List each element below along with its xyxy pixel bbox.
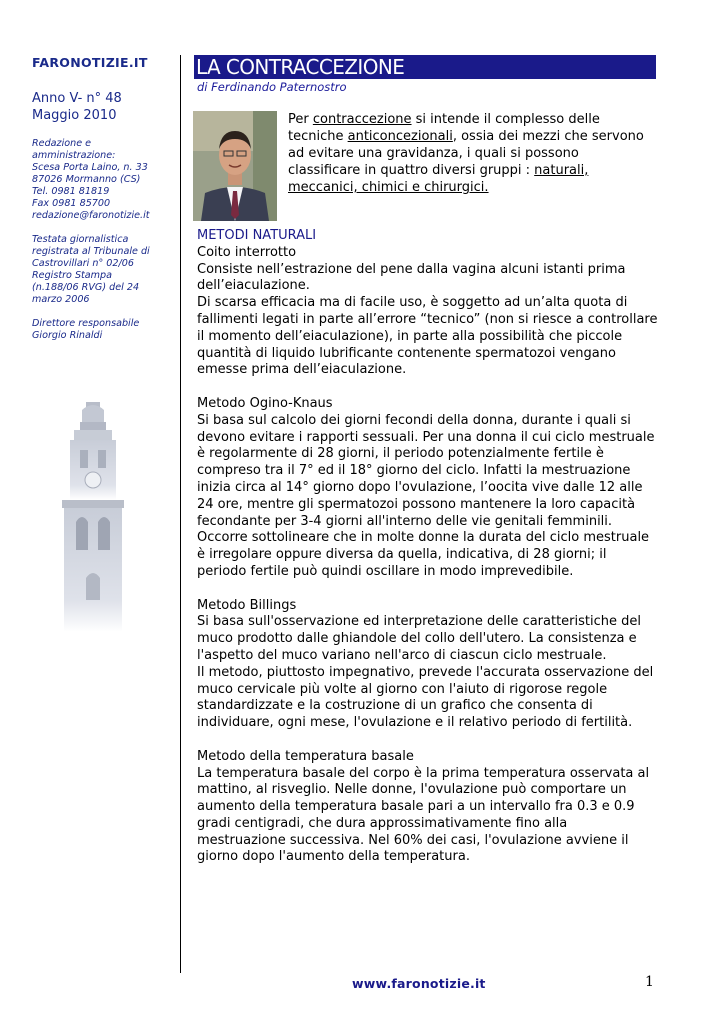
footer-website-link[interactable]: www.faronotizie.it <box>352 976 486 991</box>
subsection-coito-interrotto <box>197 245 659 379</box>
meta-line: Fax 0981 85700 <box>32 198 111 209</box>
meta-line: marzo 2006 <box>32 294 90 305</box>
article-title: LA CONTRACCEZIONE <box>194 55 656 79</box>
subsection-temperatura-basale <box>197 749 659 867</box>
section-heading: METODI NATURALI <box>197 228 317 243</box>
meta-line: Registro Stampa <box>32 270 112 281</box>
masthead-brand: FARONOTIZIE.IT <box>32 55 148 70</box>
subsection-ogino-knaus <box>197 396 659 581</box>
meta-line: Scesa Porta Laino, n. 33 <box>32 162 148 173</box>
article-intro <box>288 111 648 196</box>
meta-line: registrata al Tribunale di <box>32 246 150 257</box>
meta-line: Giorgio Rinaldi <box>32 330 103 341</box>
paragraph: Consiste nell’estrazione del pene dalla vagina alcuni istanti prima dell’eiaculazione. <box>197 261 626 294</box>
subsection-title: Metodo Ogino-Knaus <box>197 395 333 411</box>
meta-line: Tel. 0981 81819 <box>32 186 110 197</box>
intro-text: , ossia dei mezzi che servono ad evitare una gravidanza, i quali si possono classificare in quattro diversi gruppi : <box>288 129 644 178</box>
subsection-title: Metodo della temperatura basale <box>197 748 414 764</box>
meta-line: Castrovillari n° 02/06 <box>32 258 134 269</box>
subsection-billings <box>197 598 659 732</box>
paragraph: Il metodo, piuttosto impegnativo, prevede l'accurata osservazione del muco cervicale più volte al giorno con l'aiuto di rigorose regole standardizzate e la costruzione di un grafico che consenta di individuare, ogni mese, l'ovulazione e il relativo periodo di fertilità. <box>197 664 654 731</box>
issue-date: Maggio 2010 <box>32 108 117 123</box>
subsection-title: Coito interrotto <box>197 244 297 260</box>
meta-line: Direttore responsabile <box>32 318 140 329</box>
intro-text: si intende il complesso delle tecniche <box>288 112 600 144</box>
sidebar <box>32 55 172 342</box>
meta-line: redazione@faronotizie.it <box>32 210 150 221</box>
meta-line: (n.188/06 RVG) del 24 <box>32 282 140 293</box>
meta-line: 87026 Mormanno (CS) <box>32 174 141 185</box>
paragraph: Occorre sottolineare che in molte donne la durata del ciclo mestruale è irregolare oppure diversa da quella, indicativa, di 28 giorni; il periodo fertile può quindi oscillare in modo imprevedibile. <box>197 530 650 579</box>
meta-line: Redazione e <box>32 138 92 149</box>
meta-line: Testata giornalistica <box>32 234 129 245</box>
lighthouse-illustration <box>52 400 137 632</box>
subsection-title: Metodo Billings <box>197 597 297 613</box>
paragraph: Si basa sul calcolo dei giorni fecondi della donna, durante i quali si devono evitare i rapporti sessuali. Per una donna il cui ciclo mestruale è regolarmente di 28 giorni, il periodo potenzialmente fertile è compreso tra il 7° ed il 18° giorno del ciclo. Infatti la mestruazione inizia circa al 14° giorno dopo l'ovulazione, l’oocita vive dalle 12 alle 24 ore, mentre gli spermatozoi possono mantenere la loro capacità fecondante per 3-4 giorni all'interno delle vie genitali femminili. <box>197 412 655 529</box>
paragraph: La temperatura basale del corpo è la prima temperatura osservata al mattino, al risveglio. Nelle donne, l'ovulazione può comportare un aumento della temperatura basale pari a un intervallo fra 0.3 e 0.9 gradi centigradi, che dura approssimativamente fino alla mestruazione successiva. Nel 60% dei casi, l'ovulazione avviene il giorno dopo l'aumento della temperatura. <box>197 765 650 865</box>
intro-text: Per <box>288 112 313 127</box>
paragraph: Si basa sull'osservazione ed interpretazione delle caratteristiche del muco prodotto dalle ghiandole del collo dell'utero. La consistenza e l'aspetto del muco variano nell'arco di ciascun ciclo mestruale. <box>197 614 641 663</box>
column-divider <box>180 55 181 973</box>
director-info <box>32 318 172 342</box>
page-number: 1 <box>645 974 654 990</box>
article-byline: di Ferdinando Paternostro <box>197 80 347 94</box>
editorial-address <box>32 138 172 342</box>
intro-keyword-anticoncezionali: anticoncezionali <box>347 129 453 144</box>
article-body <box>197 228 659 866</box>
author-photo <box>193 111 277 221</box>
issue-info <box>32 90 172 124</box>
meta-line: amministrazione: <box>32 150 116 161</box>
paragraph: Di scarsa efficacia ma di facile uso, è soggetto ad un’alta quota di fallimenti legati in parte all’errore “tecnico” (non si riesce a controllare il momento dell’eiaculazione), in parte alla possibilità che piccole quantità di liquido lubrificante contenente spermatozoi vengano emesse prima dell’eiaculazione. <box>197 295 658 378</box>
intro-keyword-contraccezione: contraccezione <box>312 112 412 127</box>
registration-info <box>32 234 172 306</box>
intro-keyword-groups: naturali, meccanici, chimici e chirurgici. <box>288 163 589 195</box>
issue-number: Anno V- n° 48 <box>32 91 122 106</box>
